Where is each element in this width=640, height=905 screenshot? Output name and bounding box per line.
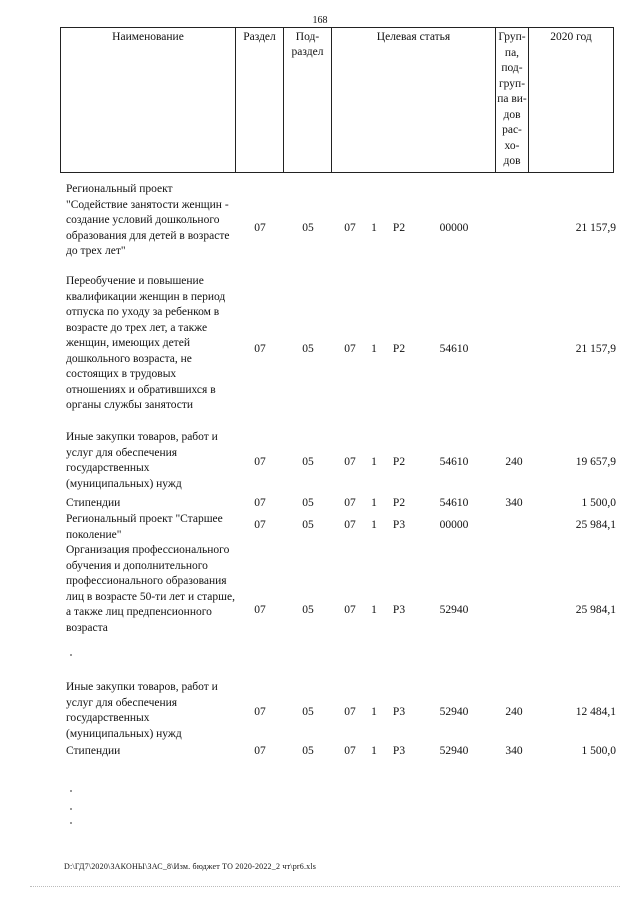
row-podrazdel: 05 bbox=[302, 519, 314, 531]
row-gruppa: 240 bbox=[505, 456, 523, 468]
scan-speck bbox=[70, 822, 72, 824]
row-name: Стипендии bbox=[66, 745, 121, 757]
page-number: 168 bbox=[312, 15, 328, 26]
row-name: Региональный проект "Содействие занятости женщин - создание условий дошкольного образования для детей в возрасте до трех лет" bbox=[66, 183, 230, 257]
row-cs-direction: 54610 bbox=[439, 497, 469, 509]
row-razdel: 07 bbox=[254, 519, 266, 531]
header-razdel: Раздел bbox=[236, 28, 284, 173]
row-razdel: 07 bbox=[254, 745, 266, 757]
row-cs-program: 07 bbox=[344, 519, 356, 531]
row-cs-subprogram: 1 bbox=[371, 497, 377, 509]
row-cs-direction: 54610 bbox=[439, 456, 469, 468]
row-razdel: 07 bbox=[254, 604, 266, 616]
row-value: 12 484,1 bbox=[575, 706, 616, 718]
row-cs-program: 07 bbox=[344, 222, 356, 234]
row-podrazdel: 05 bbox=[302, 497, 314, 509]
row-cs-subprogram: 1 bbox=[371, 456, 377, 468]
row-podrazdel: 05 bbox=[302, 343, 314, 355]
row-name: Переобучение и повышение квалификации женщин в период отпуска по уходу за ребенком в возрасте до трех лет, а также женщин, имеющих детей дошкольного возраста, не состоящих в трудовых отношениях и обратившихся в органы службы занятости bbox=[66, 275, 226, 411]
row-cs-program: 07 bbox=[344, 745, 356, 757]
row-cs-subprogram: 1 bbox=[371, 745, 377, 757]
row-podrazdel: 05 bbox=[302, 706, 314, 718]
row-name: Иные закупки товаров, работ и услуг для обеспечения государственных (муниципальных) нужд bbox=[66, 431, 218, 490]
row-gruppa: 240 bbox=[505, 706, 523, 718]
row-cs-direction: 52940 bbox=[439, 604, 469, 616]
header-name: Наименование bbox=[61, 28, 236, 173]
row-cs-direction: 52940 bbox=[439, 706, 469, 718]
table-header bbox=[60, 27, 614, 173]
row-value: 1 500,0 bbox=[581, 497, 616, 509]
row-cs-direction: 00000 bbox=[439, 519, 469, 531]
row-podrazdel: 05 bbox=[302, 745, 314, 757]
row-cs-direction: 00000 bbox=[439, 222, 469, 234]
row-cs-direction: 54610 bbox=[439, 343, 469, 355]
row-razdel: 07 bbox=[254, 343, 266, 355]
header-year: 2020 год bbox=[529, 28, 614, 173]
row-name: Организация профессионального обучения и дополнительного профессионального образования лиц в возрасте 50-ти лет и старше, а также лиц предпенсионного возраста bbox=[66, 544, 235, 634]
row-value: 21 157,9 bbox=[575, 222, 616, 234]
row-cs-program: 07 bbox=[344, 604, 356, 616]
row-cs-program: 07 bbox=[344, 343, 356, 355]
row-value: 25 984,1 bbox=[575, 519, 616, 531]
row-razdel: 07 bbox=[254, 222, 266, 234]
row-cs-project: P2 bbox=[392, 497, 406, 509]
row-cs-project: P3 bbox=[392, 706, 406, 718]
row-cs-project: P3 bbox=[392, 604, 406, 616]
row-value: 19 657,9 bbox=[575, 456, 616, 468]
row-podrazdel: 05 bbox=[302, 604, 314, 616]
row-cs-subprogram: 1 bbox=[371, 343, 377, 355]
row-cs-subprogram: 1 bbox=[371, 604, 377, 616]
row-cs-subprogram: 1 bbox=[371, 519, 377, 531]
row-gruppa: 340 bbox=[505, 745, 523, 757]
header-podrazdel: Под- раздел bbox=[284, 28, 332, 173]
header-gruppa: Груп- па, под- груп- па ви- дов рас- хо- дов bbox=[496, 28, 529, 173]
row-cs-project: P2 bbox=[392, 343, 406, 355]
row-cs-program: 07 bbox=[344, 456, 356, 468]
row-name: Иные закупки товаров, работ и услуг для обеспечения государственных (муниципальных) нужд bbox=[66, 681, 218, 740]
row-cs-subprogram: 1 bbox=[371, 222, 377, 234]
row-cs-direction: 52940 bbox=[439, 745, 469, 757]
row-cs-project: P3 bbox=[392, 519, 406, 531]
row-cs-subprogram: 1 bbox=[371, 706, 377, 718]
file-path-footer: D:\ГД7\2020\ЗАКОНЫ\ЗАС_8\Изм. бюджет ТО 2020-2022_2 чт\pr6.xls bbox=[64, 862, 317, 871]
row-cs-program: 07 bbox=[344, 497, 356, 509]
row-podrazdel: 05 bbox=[302, 222, 314, 234]
row-value: 25 984,1 bbox=[575, 604, 616, 616]
bottom-scan-line bbox=[30, 886, 620, 887]
row-razdel: 07 bbox=[254, 497, 266, 509]
row-podrazdel: 05 bbox=[302, 456, 314, 468]
row-name: Стипендии bbox=[66, 497, 121, 509]
scan-speck bbox=[70, 654, 72, 656]
row-gruppa: 340 bbox=[505, 497, 523, 509]
row-cs-project: P2 bbox=[392, 222, 406, 234]
row-cs-program: 07 bbox=[344, 706, 356, 718]
header-celevaya-statya: Целевая статья bbox=[332, 28, 496, 173]
row-value: 1 500,0 bbox=[581, 745, 616, 757]
row-razdel: 07 bbox=[254, 706, 266, 718]
row-cs-project: P3 bbox=[392, 745, 406, 757]
scan-speck bbox=[70, 808, 72, 810]
scan-speck bbox=[70, 790, 72, 792]
row-name: Региональный проект "Старшее поколение" bbox=[66, 513, 223, 541]
row-razdel: 07 bbox=[254, 456, 266, 468]
row-value: 21 157,9 bbox=[575, 343, 616, 355]
row-cs-project: P2 bbox=[392, 456, 406, 468]
